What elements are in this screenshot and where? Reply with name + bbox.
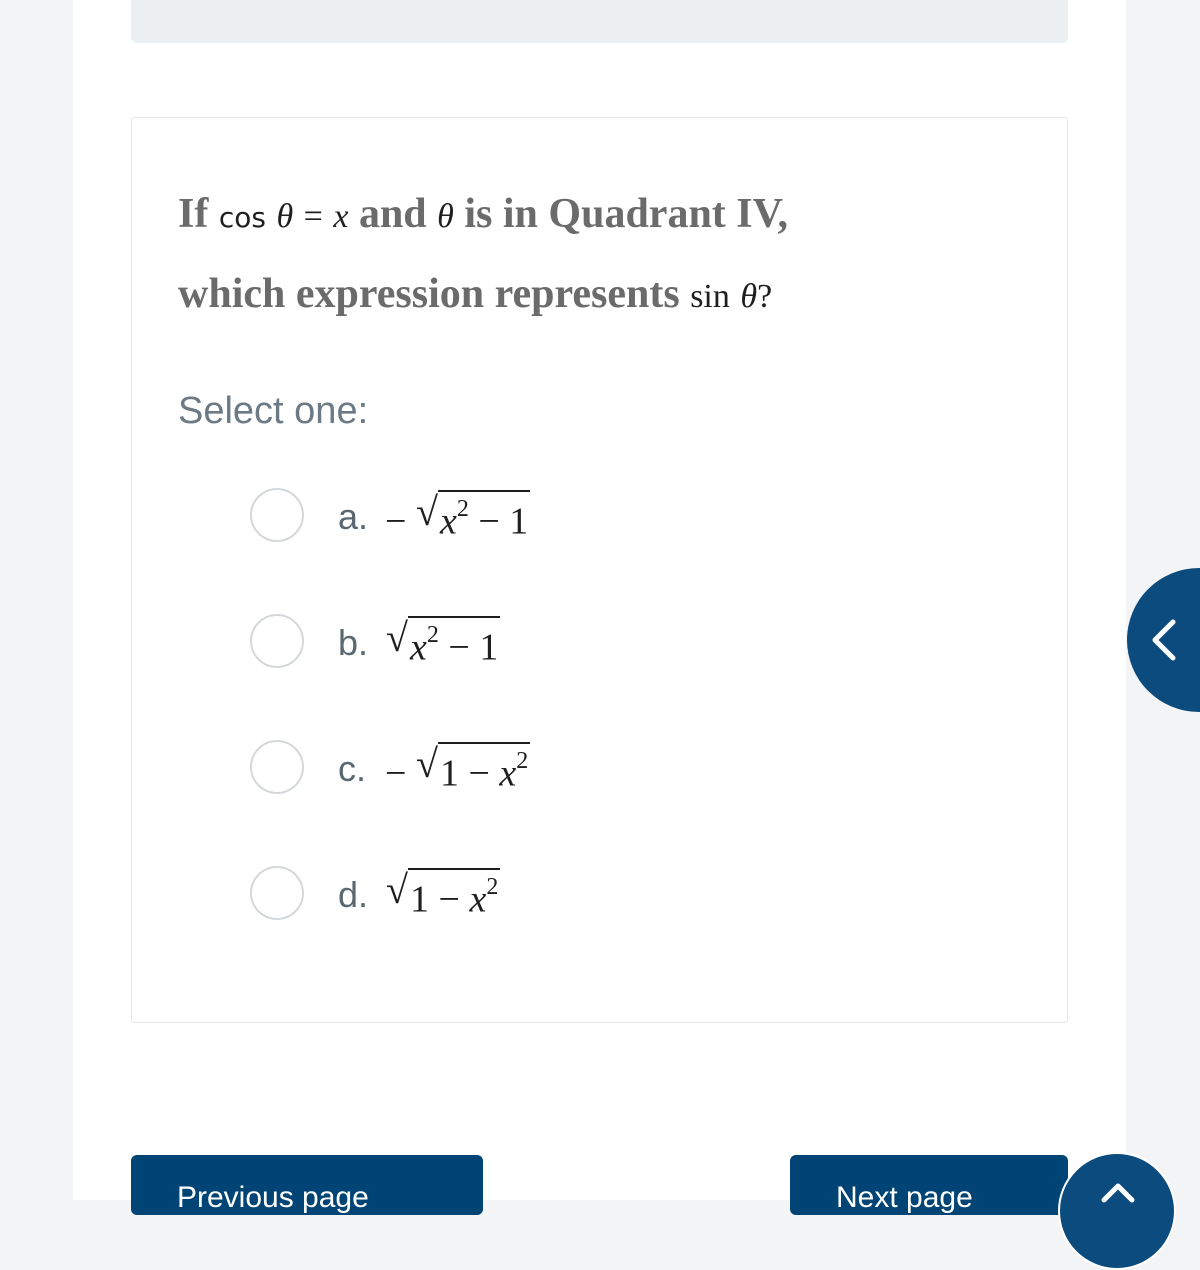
x-variable: x [333,198,349,235]
option-label: b. [338,622,369,663]
question-word: is in Quadrant IV, [464,191,789,237]
exponent: 2 [456,496,469,522]
exponent: 2 [486,874,499,900]
radicand [408,868,500,921]
minus-sign: − [385,752,407,795]
radicand [438,490,530,543]
radio-button[interactable] [250,866,304,920]
radical-icon: √ [386,615,408,660]
option-expression [385,490,530,544]
x-variable: x [499,752,517,795]
next-page-label: Next page [836,1181,973,1214]
select-one-label: Select one: [178,390,369,432]
minus-sign: − [468,500,510,543]
answer-option-d[interactable] [250,866,750,926]
option-expression [386,868,500,922]
question-card [131,117,1068,1023]
square-root [416,490,530,544]
theta-symbol: θ [276,198,294,235]
question-line-2: which expression represents [178,271,680,317]
radio-button[interactable] [250,740,304,794]
option-label: c. [338,748,367,789]
option-label: a. [338,496,369,537]
theta-symbol: θ [740,278,758,315]
previous-page-button[interactable] [131,1155,483,1215]
radicand [408,616,500,669]
radicand [438,742,530,795]
question-text [178,176,1018,335]
cos-function: cos [218,201,266,234]
square-root [386,868,500,922]
theta-symbol: θ [437,198,454,235]
answer-option-a[interactable] [250,488,750,548]
minus-sign: − [429,878,470,921]
x-variable: x [410,626,427,669]
square-root [416,742,530,796]
chevron-up-icon [1100,1180,1136,1204]
sin-function: sin [690,278,730,315]
x-variable: x [469,878,487,921]
x-variable: x [439,500,457,543]
option-label: d. [338,874,369,915]
radio-button[interactable] [250,614,304,668]
constant-one: 1 [479,626,499,669]
option-expression [386,616,500,670]
back-to-top-button[interactable] [1058,1152,1176,1270]
question-word: and [358,191,427,237]
next-page-button[interactable] [790,1155,1068,1215]
answer-option-b[interactable] [250,614,750,674]
constant-one: 1 [509,500,529,543]
question-mark: ? [757,278,773,315]
minus-sign: − [438,626,480,669]
option-expression [385,742,530,796]
constant-one: 1 [410,878,429,921]
square-root [386,616,500,670]
exponent: 2 [516,748,529,774]
exponent: 2 [426,622,439,648]
minus-sign: − [385,500,407,543]
chevron-left-icon [1149,618,1179,662]
radio-button[interactable] [250,488,304,542]
question-info-box [131,0,1068,43]
question-word: If [178,191,209,237]
equals-sign: = [303,198,323,235]
radical-icon: √ [415,489,438,534]
constant-one: 1 [439,752,459,795]
previous-page-label: Previous page [177,1181,369,1214]
radical-icon: √ [386,867,408,912]
minus-sign: − [458,752,500,795]
drawer-toggle-button[interactable] [1127,568,1200,712]
answer-option-c[interactable] [250,740,750,800]
radical-icon: √ [415,741,438,786]
